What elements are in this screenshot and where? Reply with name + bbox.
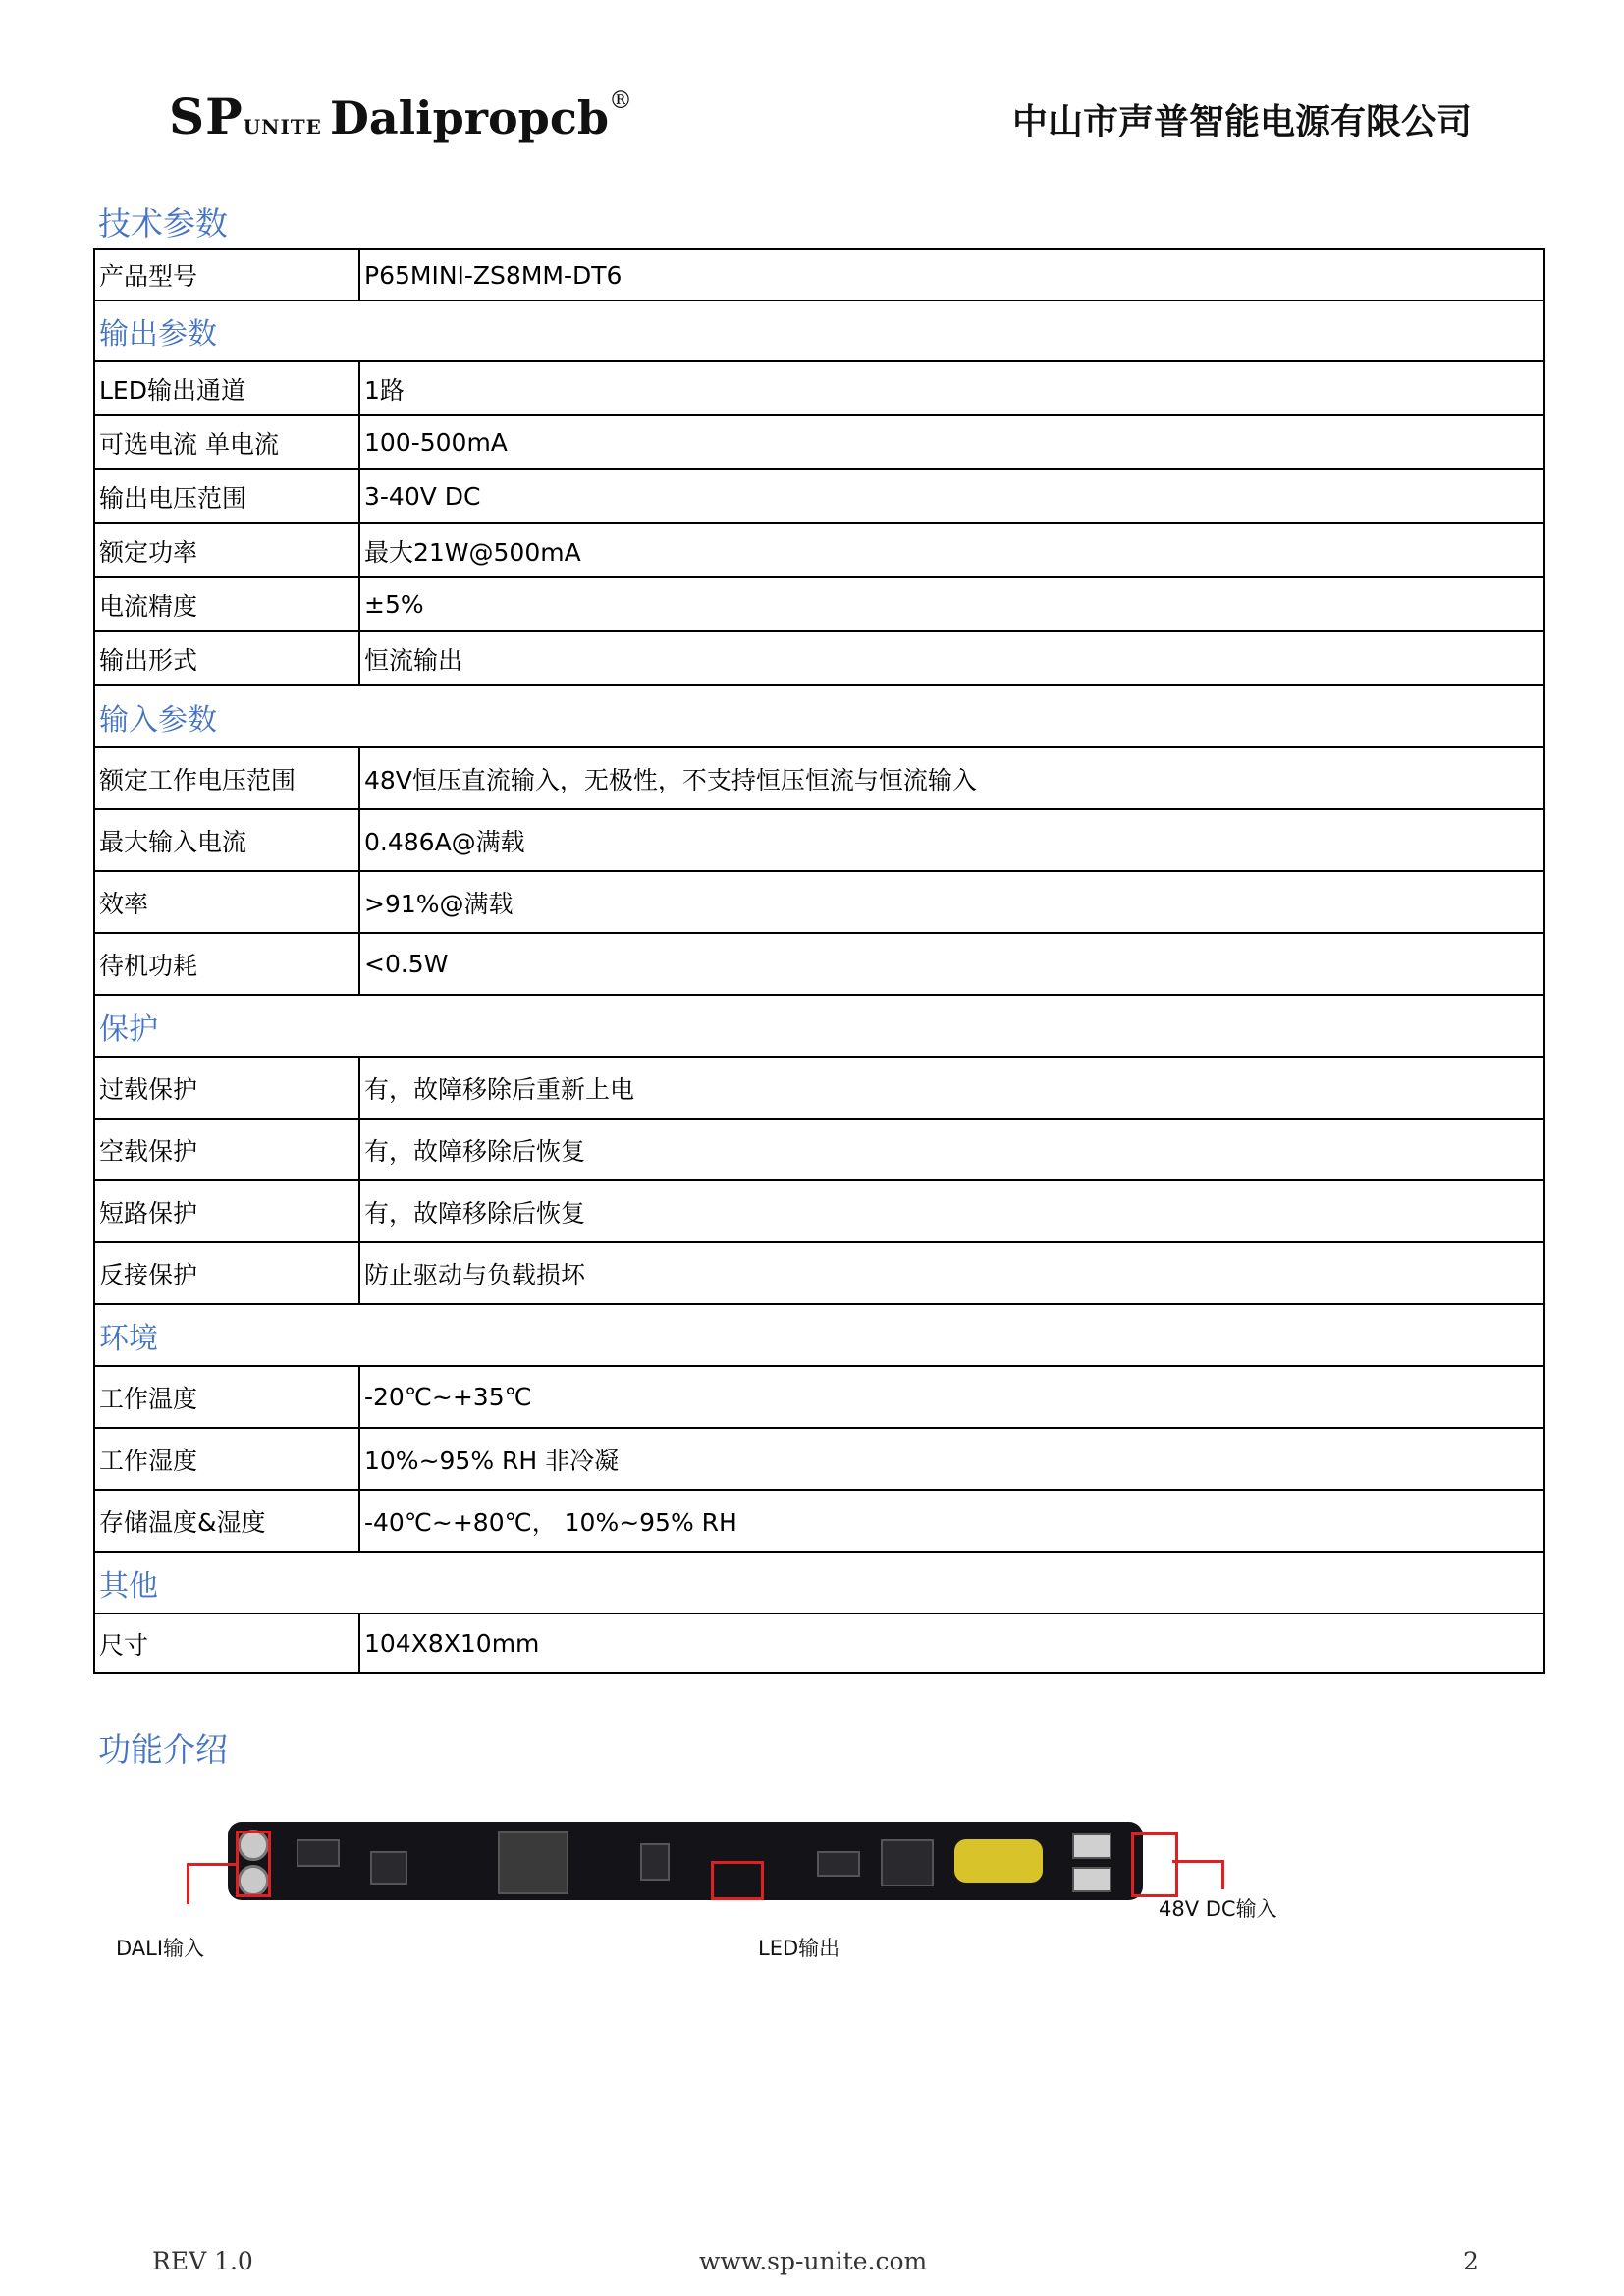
table-row: [94, 249, 1544, 301]
param-value: 1路: [359, 361, 1544, 415]
table-row: [94, 1057, 1544, 1119]
param-label: LED输出通道: [94, 361, 359, 415]
dali-callout-box: [236, 1831, 271, 1897]
group-heading: 其他: [94, 1552, 1544, 1613]
footer-page-number: 2: [1463, 2247, 1479, 2275]
param-label: 待机功耗: [94, 933, 359, 995]
table-row: [94, 631, 1544, 685]
led-output-label: LED输出: [758, 1937, 840, 1960]
param-value: 有，故障移除后恢复: [359, 1180, 1544, 1242]
table-group-row: [94, 685, 1544, 747]
led-callout-box: [711, 1861, 764, 1900]
param-value: -20℃~+35℃: [359, 1366, 1544, 1428]
param-value: <0.5W: [359, 933, 1544, 995]
table-row: [94, 1242, 1544, 1304]
capacitor: [954, 1839, 1043, 1883]
table-group-row: [94, 1304, 1544, 1366]
table-row: [94, 1180, 1544, 1242]
table-row: [94, 809, 1544, 871]
tech-params-title: 技术参数: [98, 204, 228, 243]
table-row: [94, 1428, 1544, 1490]
dc-callout-line: [1172, 1860, 1221, 1863]
param-label: 可选电流 单电流: [94, 415, 359, 469]
param-value: 最大21W@500mA: [359, 523, 1544, 577]
dc-pad-bottom: [1072, 1867, 1111, 1892]
dali-callout-line: [187, 1863, 189, 1904]
component-chip: [881, 1839, 934, 1886]
table-row: [94, 1119, 1544, 1180]
pcb-board-image: [228, 1822, 1143, 1900]
param-label: 尺寸: [94, 1613, 359, 1673]
param-label: 电流精度: [94, 577, 359, 631]
logo-sp: SP: [169, 87, 244, 145]
param-value: 有，故障移除后恢复: [359, 1119, 1544, 1180]
param-value: -40℃~+80℃， 10%~95% RH: [359, 1490, 1544, 1552]
param-value: 0.486A@满载: [359, 809, 1544, 871]
table-row: [94, 1366, 1544, 1428]
param-label: 产品型号: [94, 249, 359, 301]
param-label: 效率: [94, 871, 359, 933]
component-chip: [817, 1851, 860, 1877]
param-label: 存储温度&湿度: [94, 1490, 359, 1552]
param-label: 输出电压范围: [94, 469, 359, 523]
logo-registered-mark: ®: [609, 86, 633, 114]
param-label: 额定工作电压范围: [94, 747, 359, 809]
table-row: [94, 361, 1544, 415]
param-value: ±5%: [359, 577, 1544, 631]
table-group-row: [94, 1552, 1544, 1613]
table-row: [94, 871, 1544, 933]
param-value: 有，故障移除后重新上电: [359, 1057, 1544, 1119]
param-value: 100-500mA: [359, 415, 1544, 469]
param-label: 输出形式: [94, 631, 359, 685]
param-value: 104X8X10mm: [359, 1613, 1544, 1673]
function-intro-title: 功能介绍: [98, 1730, 228, 1769]
table-row: [94, 1490, 1544, 1552]
dc-callout-line: [1221, 1860, 1224, 1889]
table-row: [94, 747, 1544, 809]
logo-brand: Dalipropcb: [329, 91, 610, 144]
param-value: 48V恒压直流输入，无极性，不支持恒压恒流与恒流输入: [359, 747, 1544, 809]
inductor: [498, 1831, 568, 1894]
table-row: [94, 933, 1544, 995]
table-row: [94, 523, 1544, 577]
param-value: >91%@满载: [359, 871, 1544, 933]
table-group-row: [94, 301, 1544, 361]
table-group-row: [94, 995, 1544, 1057]
company-name: 中山市声普智能电源有限公司: [1011, 102, 1472, 142]
table-row: [94, 469, 1544, 523]
footer-url[interactable]: www.sp-unite.com: [699, 2247, 928, 2275]
component-chip: [370, 1851, 407, 1885]
component-chip: [297, 1839, 340, 1867]
brand-logo: [169, 86, 632, 145]
component-chip: [640, 1843, 670, 1881]
group-heading: 环境: [94, 1304, 1544, 1366]
dc-pad-top: [1072, 1833, 1111, 1859]
group-heading: 输出参数: [94, 301, 1544, 361]
param-label: 空载保护: [94, 1119, 359, 1180]
param-label: 额定功率: [94, 523, 359, 577]
footer-revision: REV 1.0: [152, 2247, 253, 2275]
param-value: 恒流输出: [359, 631, 1544, 685]
group-heading: 输入参数: [94, 685, 1544, 747]
param-label: 反接保护: [94, 1242, 359, 1304]
param-label: 短路保护: [94, 1180, 359, 1242]
group-heading: 保护: [94, 995, 1544, 1057]
table-row: [94, 415, 1544, 469]
logo-unite: UNITE: [243, 115, 322, 138]
param-value: P65MINI-ZS8MM-DT6: [359, 249, 1544, 301]
table-row: [94, 577, 1544, 631]
dc-callout-box: [1131, 1832, 1178, 1897]
dc-input-label: 48V DC输入: [1159, 1897, 1277, 1921]
dali-callout-line: [187, 1863, 236, 1866]
param-value: 3-40V DC: [359, 469, 1544, 523]
dali-input-label: DALI输入: [116, 1937, 205, 1960]
param-value: 防止驱动与负载损坏: [359, 1242, 1544, 1304]
param-label: 过载保护: [94, 1057, 359, 1119]
param-label: 工作温度: [94, 1366, 359, 1428]
spec-table: [93, 248, 1545, 1674]
param-label: 工作湿度: [94, 1428, 359, 1490]
param-value: 10%~95% RH 非冷凝: [359, 1428, 1544, 1490]
table-row: [94, 1613, 1544, 1673]
param-label: 最大输入电流: [94, 809, 359, 871]
